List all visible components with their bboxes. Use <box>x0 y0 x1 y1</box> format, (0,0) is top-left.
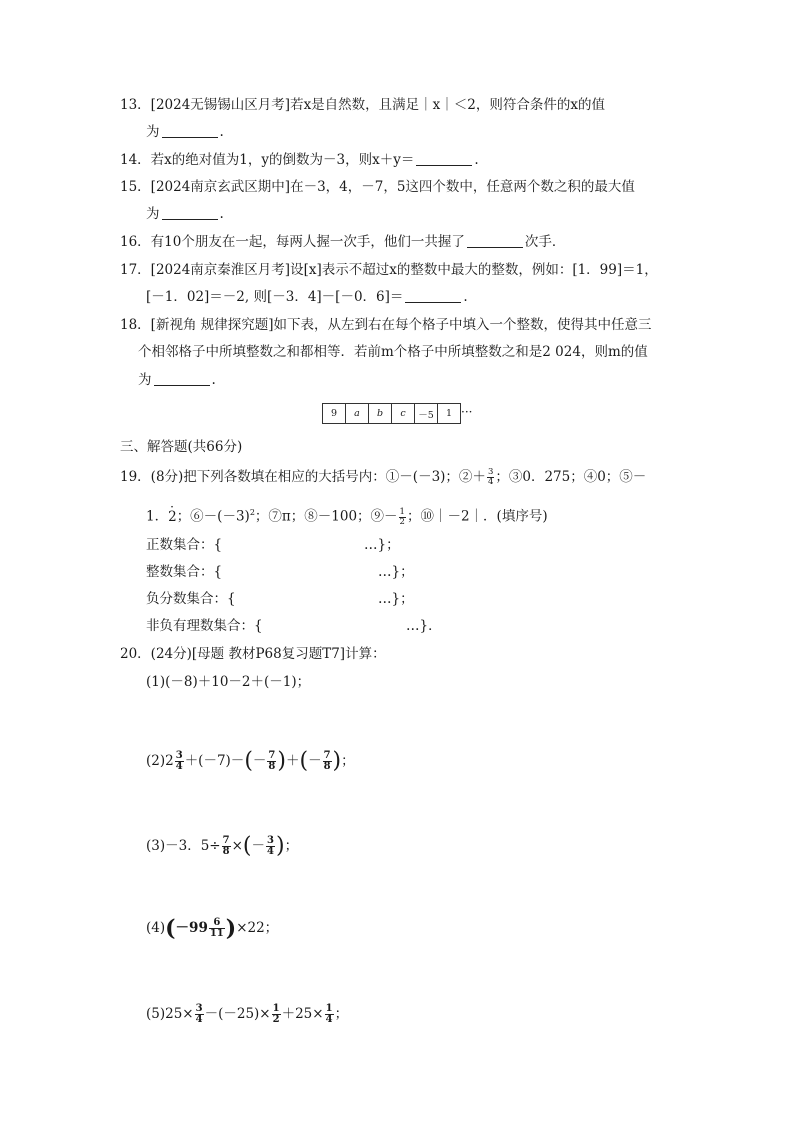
right-paren: ) <box>225 915 237 942</box>
expr-text: (5)25× <box>146 1006 194 1022</box>
grid-cell: 9 <box>323 404 346 424</box>
q16-line <box>120 233 565 251</box>
numerator: 7 <box>222 835 230 846</box>
integer-set <box>146 563 222 581</box>
numerator: 7 <box>268 750 276 761</box>
left-paren: ( <box>242 833 252 859</box>
fraction <box>195 1004 204 1025</box>
q17-line1: 17．[2024南京秦淮区月考]设[x]表示不超过x的整数中最大的整数，例如：[1．99]＝1， <box>120 262 658 278</box>
numerator: 6 <box>213 917 221 928</box>
q19-text: 1． <box>146 508 169 525</box>
expr-text: (4) <box>146 920 166 936</box>
expr-text: ＋(－7)－ <box>184 753 245 769</box>
q20-title: 20．(24分)[母题 教材P68复习题T7]计算： <box>120 646 386 662</box>
exponent: 2 <box>249 508 255 517</box>
right-paren: ) <box>275 833 285 859</box>
q19-text: 19．(8分)把下列各数填在相应的大括号内：①－(－3)；②＋ <box>120 469 486 485</box>
right-paren: ) <box>332 748 342 774</box>
expr-text: － <box>251 838 265 854</box>
q15-line1: 15．[2024南京玄武区期中]在－3，4，－7，5这四个数中，任意两个数之积的最大值 <box>120 179 635 195</box>
q13-pre: 为 <box>146 124 160 140</box>
positive-set-end: …}； <box>364 537 400 553</box>
fraction <box>487 468 494 487</box>
expr-text: － <box>308 753 322 769</box>
q20-part5 <box>146 1004 348 1025</box>
q18-line2: 个相邻格子中所填整数之和都相等．若前m个格子中所填整数之和是2 024，则m的值 <box>138 344 648 360</box>
numerator: 1 <box>399 506 405 517</box>
q18-post: . <box>211 372 216 388</box>
q17-answer-blank[interactable] <box>405 288 461 303</box>
expr-text: － <box>252 753 267 769</box>
q20-part3 <box>146 833 299 859</box>
denominator: 8 <box>222 846 230 857</box>
expr-text: －(－25)× <box>204 1006 271 1022</box>
fraction <box>272 1004 281 1025</box>
set-label: 非负有理数集合：{ <box>146 618 263 634</box>
q14-line <box>120 151 479 169</box>
numerator: 3 <box>175 750 183 761</box>
q18-line1: 18．[新视角 规律探究题]如下表，从左到右在每个格子中填入一个整数，使得其中任意三 <box>120 317 652 333</box>
left-paren: ( <box>244 748 253 774</box>
q15-pre: 为 <box>146 206 160 222</box>
numerator: 3 <box>267 835 274 846</box>
grid-cell: c <box>392 404 415 424</box>
denominator: 4 <box>325 1014 333 1025</box>
expr-text: ； <box>334 1006 349 1022</box>
fraction <box>325 1004 334 1025</box>
section-heading: 三、解答题(共66分) <box>120 439 243 455</box>
fraction <box>209 918 225 939</box>
denominator: 4 <box>175 761 183 772</box>
q13-post: . <box>219 124 224 140</box>
grid-cell: －5 <box>415 404 438 424</box>
q16-pre: 16．有10个朋友在一起，每两人握一次手，他们一共握了 <box>120 234 465 250</box>
q13-line1: 13．[2024无锡锡山区月考]若x是自然数，且满足｜x｜＜2，则符合条件的x的值 <box>120 97 605 113</box>
q15-answer-blank[interactable] <box>162 205 218 220</box>
set-label: 负分数集合：{ <box>146 591 236 607</box>
grid-ellipsis: ··· <box>461 405 473 419</box>
fraction <box>266 836 275 857</box>
q15-line2 <box>146 205 224 223</box>
q19-text: ；⑦π；⑧－100；⑨－ <box>254 508 398 525</box>
q16-answer-blank[interactable] <box>467 233 523 248</box>
q20-part4 <box>146 915 279 942</box>
fraction <box>399 508 406 527</box>
expr-text: ； <box>341 753 355 769</box>
denominator: 2 <box>272 1014 280 1025</box>
expr-text: (3)－3．5÷ <box>146 838 221 854</box>
nonnegative-rational-set <box>146 617 263 635</box>
nonnegative-rational-set-end: …}． <box>406 618 442 634</box>
q19-text: ；⑩｜－2｜．(填序号) <box>406 508 548 525</box>
q18-line3 <box>138 371 216 389</box>
negative-fraction-set <box>146 590 236 608</box>
numerator: 3 <box>195 1003 203 1014</box>
fraction <box>323 751 332 772</box>
q14-post: . <box>474 152 479 168</box>
numerator: 1 <box>325 1003 333 1014</box>
q17-line2 <box>146 288 468 306</box>
q18-pre: 为 <box>138 372 152 388</box>
q20-part1: (1)(－8)＋10－2＋(－1)； <box>146 674 311 690</box>
q19-line2 <box>146 504 548 527</box>
expr-text: ； <box>284 838 299 854</box>
repeating-digit: · 2 <box>168 509 177 525</box>
q18-answer-blank[interactable] <box>154 371 210 386</box>
q13-line2 <box>146 123 224 141</box>
denominator: 4 <box>487 477 494 487</box>
denominator: 2 <box>399 516 405 527</box>
q15-post: . <box>219 206 224 222</box>
left-paren: ( <box>299 748 309 774</box>
fraction <box>175 751 184 772</box>
negative-fraction-set-end: …}； <box>378 591 414 607</box>
q13-answer-blank[interactable] <box>162 123 218 138</box>
denominator: 8 <box>268 761 276 772</box>
grid-cell: a <box>346 404 369 424</box>
q17-pre: [－1．02]＝－2, 则[－3．4]－[－0．6]＝ <box>146 289 404 305</box>
q16-post: 次手． <box>524 234 566 250</box>
fraction <box>222 836 231 857</box>
denominator: 4 <box>195 1014 203 1025</box>
integer-set-end: …}； <box>378 564 414 580</box>
q19-text: ；③0．275；④0；⑤－ <box>495 469 647 485</box>
grid-cell: 1 <box>438 404 461 424</box>
expr-text: × <box>231 838 243 854</box>
expr-text: ×22； <box>236 920 279 936</box>
expr-text: (2)2 <box>146 753 174 769</box>
right-paren: ) <box>277 748 286 774</box>
denominator: 11 <box>209 928 224 939</box>
q14-pre: 14．若x的绝对值为1，y的倒数为－3，则x＋y＝ <box>120 152 415 168</box>
denominator: 8 <box>323 761 331 772</box>
q19-line1 <box>120 468 646 487</box>
grid-cell: b <box>369 404 392 424</box>
q19-text: ；⑥－(－3) <box>176 508 250 525</box>
expr-text: ＋ <box>285 753 300 769</box>
numerator: 7 <box>323 750 331 761</box>
fraction <box>267 751 276 772</box>
numerator: 1 <box>272 1003 280 1014</box>
denominator: 4 <box>267 846 274 857</box>
q14-answer-blank[interactable] <box>416 151 472 166</box>
expr-text: ＋25× <box>281 1006 324 1022</box>
set-label: 正数集合：{ <box>146 537 223 553</box>
set-label: 整数集合：{ <box>146 564 223 580</box>
expr-text: －99 <box>175 920 208 936</box>
positive-set <box>146 536 222 554</box>
left-paren: ( <box>165 915 176 942</box>
q18-number-grid <box>322 403 461 424</box>
numerator: 3 <box>487 467 494 477</box>
q20-part2 <box>146 748 355 774</box>
q17-post: . <box>463 289 468 305</box>
